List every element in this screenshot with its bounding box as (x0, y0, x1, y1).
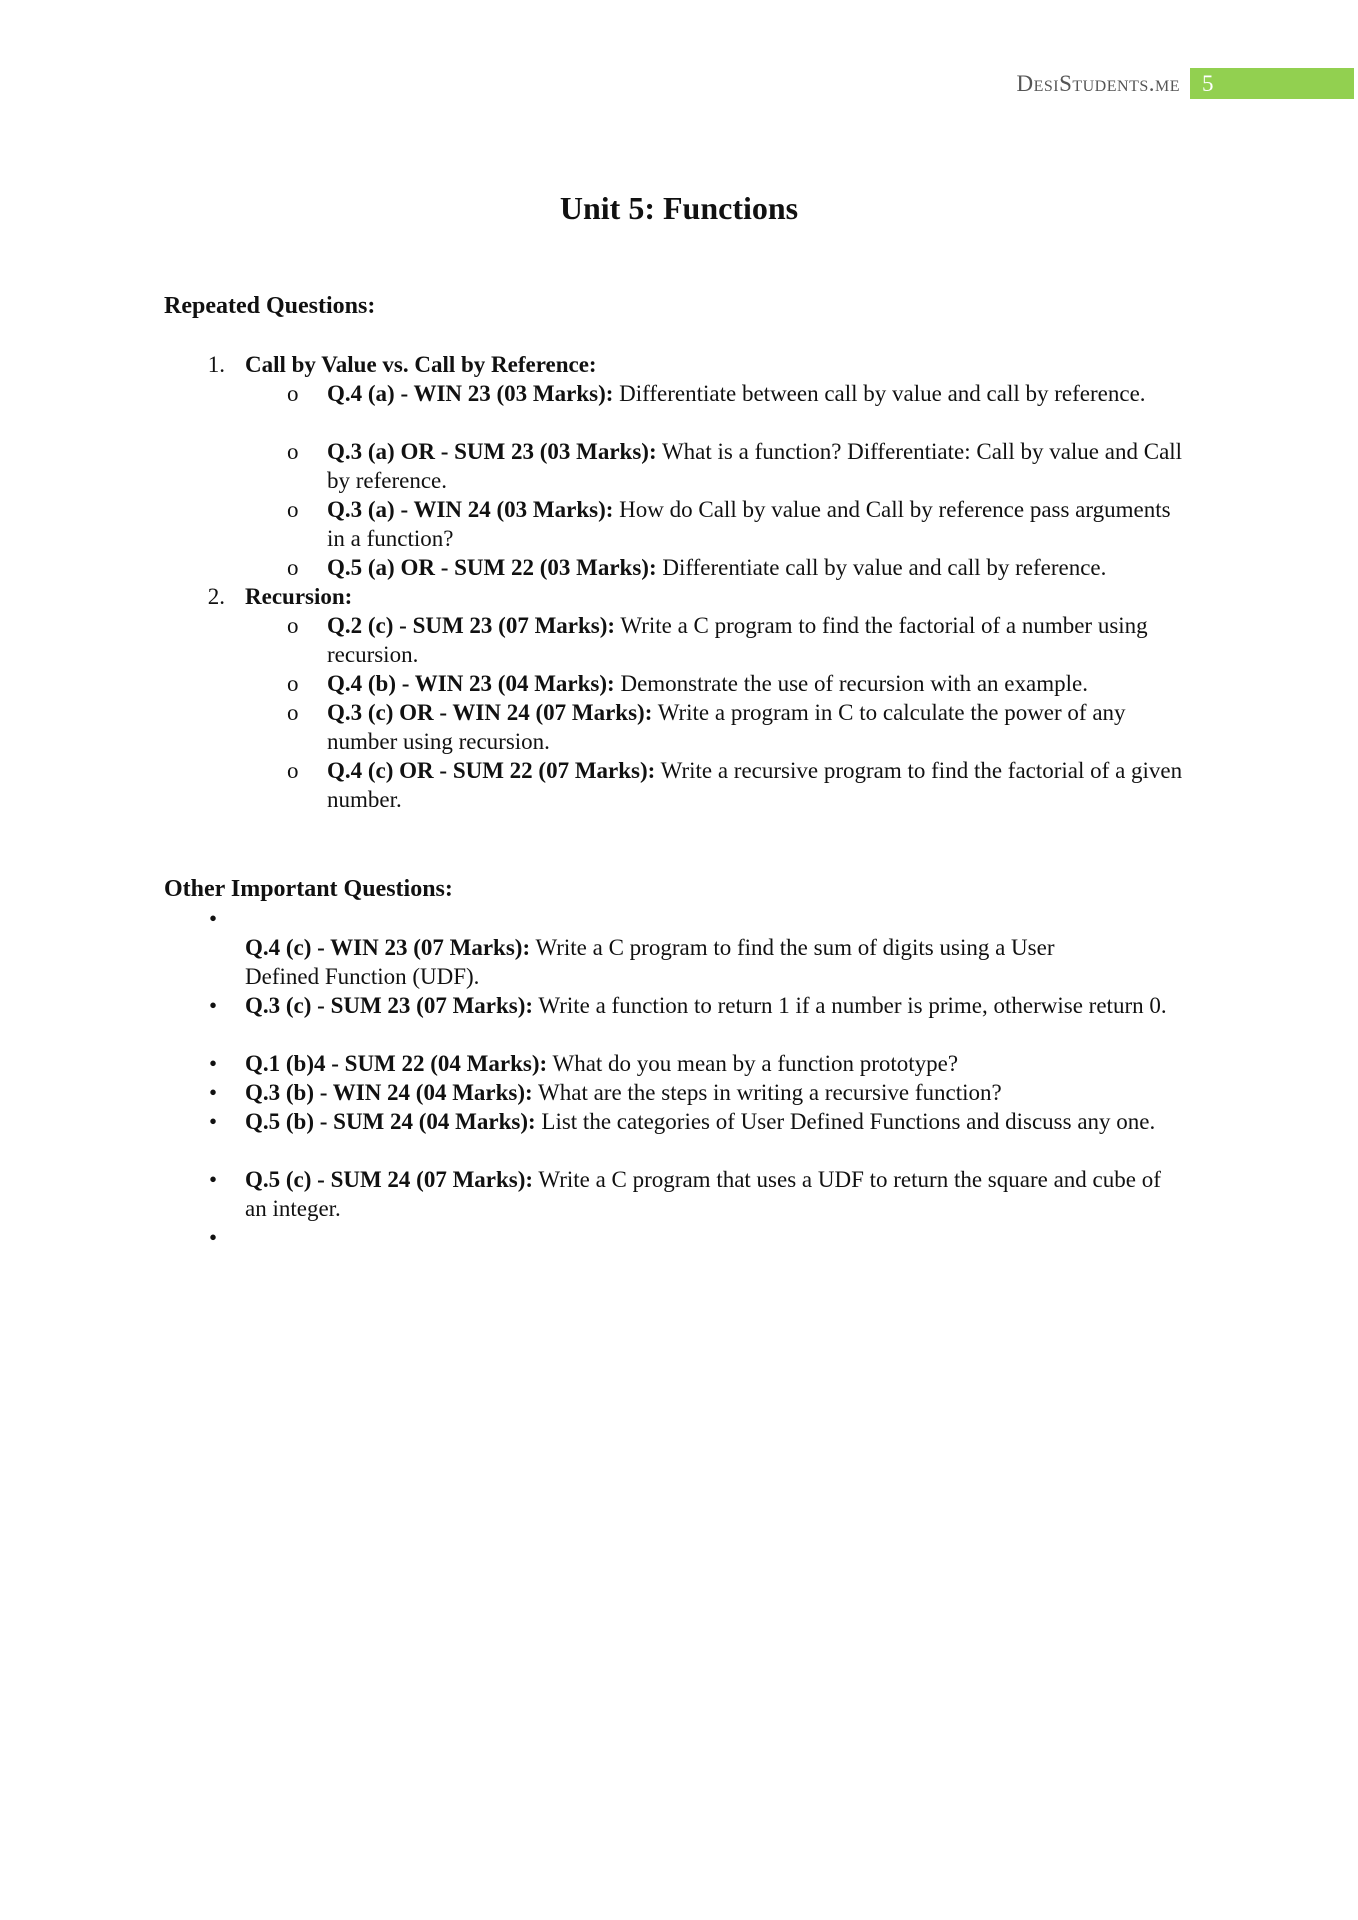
question-body: What do you mean by a function prototype? (547, 1051, 959, 1076)
question-ref: Q.5 (c) - SUM 24 (07 Marks): (245, 1167, 534, 1192)
circle-bullet-icon: o (287, 555, 299, 580)
question-ref: Q.4 (c) - WIN 23 (07 Marks): (245, 935, 531, 960)
question-body: Write a C program to find the factorial of a number using recursion. (327, 613, 1148, 667)
question-text (327, 437, 1187, 495)
question-text (327, 698, 1187, 756)
question-body: Demonstrate the use of recursion with an example. (614, 671, 1088, 696)
question-body: Write a recursive program to find the factorial of a given number. (327, 758, 1183, 812)
question-text (245, 1107, 1205, 1136)
question-ref: Q.2 (c) - SUM 23 (07 Marks): (327, 613, 616, 638)
group-title: Recursion: (245, 584, 353, 609)
question-ref: Q.4 (c) OR - SUM 22 (07 Marks): (327, 758, 656, 783)
question-text (245, 1049, 1195, 1078)
other-questions-heading: Other Important Questions: (164, 876, 453, 902)
question-ref: Q.3 (a) OR - SUM 23 (03 Marks): (327, 439, 657, 464)
question-body: Differentiate call by value and call by reference. (656, 555, 1107, 580)
question-ref: Q.3 (a) - WIN 24 (03 Marks): (327, 497, 614, 522)
question-text (245, 1165, 1185, 1223)
bullet-icon: • (208, 1225, 218, 1250)
question-body: Write a function to return 1 if a number is prime, otherwise return 0. (533, 993, 1167, 1018)
bullet-icon: • (208, 906, 218, 931)
question-text (245, 1078, 1195, 1107)
item-number: 1. (207, 352, 225, 377)
question-text (327, 379, 1187, 408)
question-ref: Q.3 (c) - SUM 23 (07 Marks): (245, 993, 534, 1018)
circle-bullet-icon: o (287, 758, 299, 783)
circle-bullet-icon: o (287, 700, 299, 725)
repeated-questions-heading: Repeated Questions: (164, 293, 376, 319)
circle-bullet-icon: o (287, 671, 299, 696)
question-ref: Q.5 (b) - SUM 24 (04 Marks): (245, 1109, 536, 1134)
circle-bullet-icon: o (287, 497, 299, 522)
question-text (327, 611, 1187, 669)
question-body: Write a program in C to calculate the power of any number using recursion. (327, 700, 1126, 754)
question-ref: Q.1 (b)4 - SUM 22 (04 Marks): (245, 1051, 548, 1076)
question-text (327, 495, 1187, 553)
bullet-icon: • (208, 1167, 218, 1192)
page-number: 5 (1202, 71, 1214, 96)
question-text (245, 933, 1125, 991)
question-ref: Q.4 (a) - WIN 23 (03 Marks): (327, 381, 614, 406)
page-title: Unit 5: Functions (559, 190, 799, 226)
question-body: Write a C program to find the sum of digits using a User Defined Function (UDF). (245, 935, 1055, 989)
question-ref: Q.5 (a) OR - SUM 22 (03 Marks): (327, 555, 657, 580)
page-number-box (1190, 68, 1354, 99)
question-ref: Q.3 (c) OR - WIN 24 (07 Marks): (327, 700, 653, 725)
page-header (0, 64, 1358, 98)
circle-bullet-icon: o (287, 381, 299, 406)
site-name: DesiStudents.me (1016, 71, 1180, 96)
item-number: 2. (207, 584, 225, 609)
question-ref: Q.4 (b) - WIN 23 (04 Marks): (327, 671, 615, 696)
question-text (327, 553, 1207, 582)
question-body: How do Call by value and Call by reference pass arguments in a function? (327, 497, 1171, 551)
question-body: What are the steps in writing a recursive function? (532, 1080, 1002, 1105)
circle-bullet-icon: o (287, 439, 299, 464)
question-text (245, 991, 1185, 1020)
question-text (327, 669, 1187, 698)
question-body: What is a function? Differentiate: Call by value and Call by reference. (327, 439, 1183, 493)
bullet-icon: • (208, 993, 218, 1018)
question-body: List the categories of User Defined Functions and discuss any one. (535, 1109, 1156, 1134)
question-text (327, 756, 1187, 814)
question-body: Write a C program that uses a UDF to return the square and cube of an integer. (245, 1167, 1161, 1221)
question-body: Differentiate between call by value and call by reference. (613, 381, 1146, 406)
bullet-icon: • (208, 1080, 218, 1105)
bullet-icon: • (208, 1051, 218, 1076)
circle-bullet-icon: o (287, 613, 299, 638)
question-ref: Q.3 (b) - WIN 24 (04 Marks): (245, 1080, 533, 1105)
bullet-icon: • (208, 1109, 218, 1134)
group-title: Call by Value vs. Call by Reference: (245, 352, 597, 377)
